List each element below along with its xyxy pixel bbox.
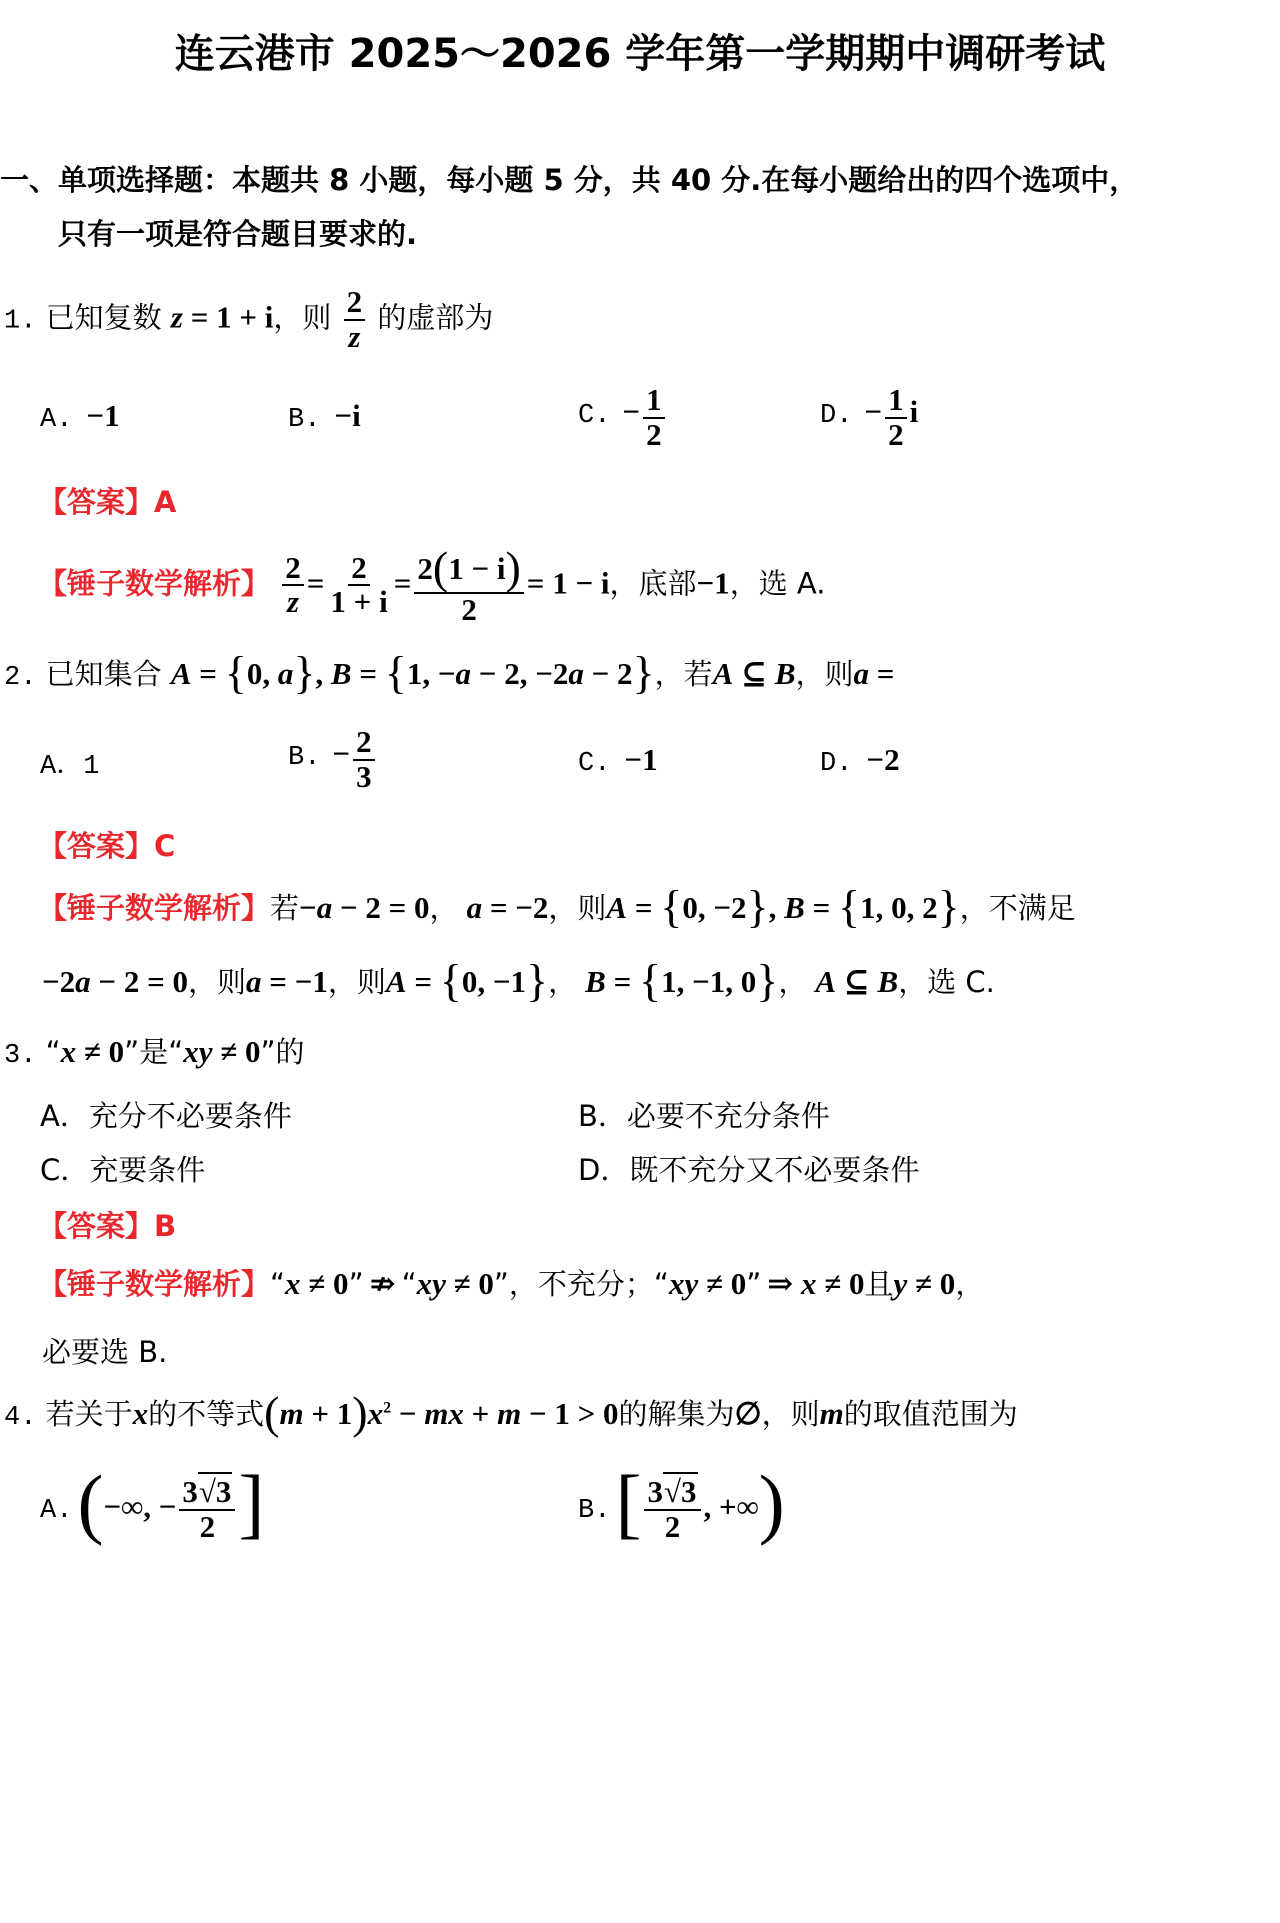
section-heading-line2: 只有一项是符合题目要求的. [58, 217, 418, 251]
q3-analysis-line1: 【锤子数学解析】“x ≠ 0” ⇏ “xy ≠ 0”，不充分；“xy ≠ 0” ⇒ x ≠ 0且y ≠ 0， [38, 1266, 985, 1301]
q2-answer: 【答案】C [38, 829, 176, 863]
section-heading-line1: 一、单项选择题：本题共 8 小题，每小题 5 分，共 40 分.在每小题给出的四个选项中， [0, 163, 1139, 197]
q1-option-d[interactable]: D. − $\frac{1}{2}$ i [820, 382, 919, 452]
q2-option-a[interactable]: A．1 [40, 752, 100, 782]
q1-option-a[interactable]: A. −1 [40, 398, 120, 435]
question-4-number: 4. [4, 1403, 37, 1433]
math-z-def: z = 1 + i [170, 299, 274, 335]
question-4-stem: 4. 若关于x的不等式$(m + 1)x^2$ − mx + m − 1 > 0的解集为∅，则m的取值范围为 [4, 1387, 1018, 1438]
q4-option-b[interactable]: B. [ $\frac{3√3}{2}$ , +∞) [578, 1459, 785, 1546]
q2-option-c[interactable]: C. −1 [578, 742, 658, 779]
q1-option-b[interactable]: B. −i [288, 398, 361, 435]
q2-option-b[interactable]: B. − $\frac{2}{3}$ [288, 726, 378, 793]
q3-option-d[interactable]: D．既不充分又不必要条件 [578, 1153, 920, 1187]
q3-analysis-line2: 必要选 B. [42, 1335, 168, 1369]
q3-option-b[interactable]: B．必要不充分条件 [578, 1099, 830, 1133]
q1-option-c[interactable]: C. − $\frac{1}{2}$ [578, 384, 668, 451]
q3-option-a[interactable]: A．充分不必要条件 [40, 1099, 292, 1133]
question-1-number: 1. [4, 306, 37, 337]
question-2-number: 2. [4, 663, 37, 693]
q1-analysis: 【锤子数学解析】 $\frac{2}{z}$ = $\frac{2}{1 + i}$ = $\frac{2(1 - i)}{2}$ = 1 − i，底部−1，选 A. [38, 542, 826, 628]
math-fraction-2-over-z: $\frac{2}{z}$ [344, 286, 366, 353]
q4-option-a[interactable]: A. (−∞, − $\frac{3√3}{2}$ ] [40, 1459, 265, 1546]
question-3-stem: 3. “x ≠ 0”是“xy ≠ 0”的 [4, 1034, 305, 1071]
q3-option-c[interactable]: C．充要条件 [40, 1153, 206, 1187]
q2-analysis-line1: 【锤子数学解析】若−a − 2 = 0， a = −2，则A = {0, −2}, B = {1, 0, 2}，不满足 [38, 881, 1076, 932]
q3-answer: 【答案】B [38, 1209, 177, 1243]
q1-answer: 【答案】A [38, 485, 177, 519]
q2-option-d[interactable]: D. −2 [820, 742, 900, 779]
question-1-stem: 1. 已知复数 z = 1 + i，则 $\frac{2}{z}$ 的虚部为 [4, 284, 494, 354]
question-3-number: 3. [4, 1041, 37, 1071]
q2-analysis-line2: −2a − 2 = 0，则a = −1，则A = {0, −1}， B = {1, −1, 0}， A ⊆ B，选 C. [42, 955, 995, 1006]
exam-title: 连云港市 2025～2026 学年第一学期期中调研考试 [174, 31, 1106, 77]
question-2-stem: 2. 已知集合 A = {0, a}, B = {1, −a − 2, −2a − 2}，若A ⊆ B，则a = [4, 647, 895, 698]
